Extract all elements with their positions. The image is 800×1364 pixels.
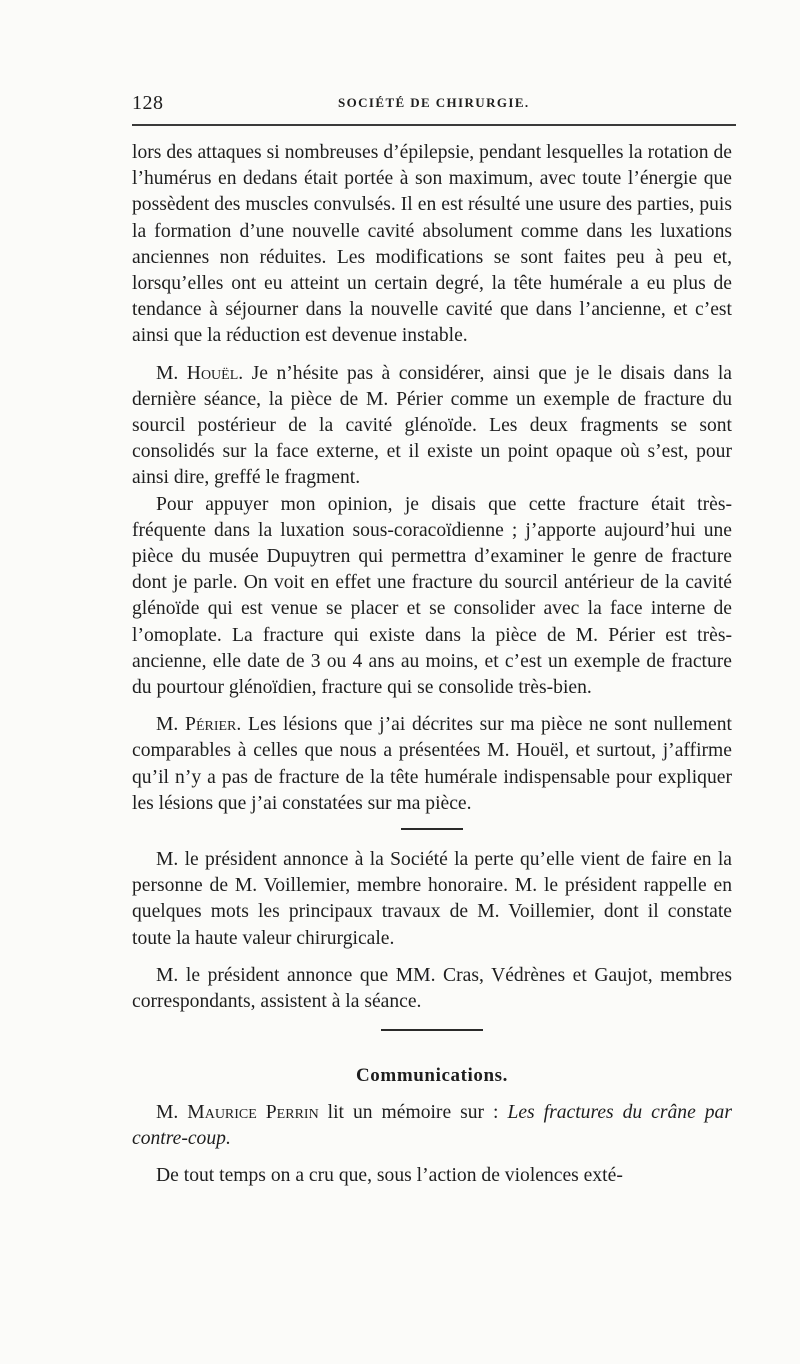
separator-rule-long	[381, 1029, 483, 1031]
paragraph-perrin	[132, 1100, 732, 1152]
paragraph-perier-text: Les lésions que j’ai décrites sur ma pièce ne sont nullement comparables à celles que nous a présentées M. Houël, et surtout, j’affirme qu’il n’y a pas de fracture de la tête humérale indispensable pour expliquer les lésions que j’ai constatées sur ma pièce.	[132, 714, 732, 814]
body-text	[132, 140, 732, 1189]
speaker-houel: M. Houël.	[156, 362, 244, 384]
paragraph-houel-2: Pour appuyer mon opinion, je disais que cette fracture était très-fréquente dans la luxation sous-coracoïdienne ; j’apporte aujourd’hui une pièce du musée Dupuytren qui permettra d’examiner le genre de fracture dont je parle. On voit en effet une fracture du sourcil antérieur de la cavité glénoïde qui est venue se placer et se consolider avec la face interne de l’omoplate. La fracture qui existe dans la pièce de M. Périer est très-ancienne, elle date de 3 ou 4 ans au moins, et c’est un exemple de fracture du pourtour glénoïdien, fracture qui se consolide très-bien.	[132, 493, 732, 699]
paragraph-president-2: M. le président annonce que MM. Cras, Védrènes et Gaujot, membres correspondants, assistent à la séance.	[132, 964, 732, 1013]
paragraph-houel	[132, 361, 732, 492]
speaker-perier: M. Périer.	[156, 714, 242, 736]
page-number: 128	[132, 92, 164, 114]
header-rule	[132, 124, 736, 126]
paragraph-perier	[132, 712, 732, 817]
speaker-perrin: M. Maurice Perrin	[156, 1101, 319, 1123]
paragraph-houel-text: Je n’hésite pas à considérer, ainsi que je le disais dans la dernière séance, la pièce de M. Périer comme un exemple de fracture du sourcil postérieur de la cavité glénoïde. Les deux fragments se sont consolidés sur la face externe, et il existe un point opaque où s’est, pour ainsi dire, greffé le fragment.	[132, 362, 732, 489]
page-header	[132, 92, 732, 114]
separator-rule	[401, 828, 463, 830]
memoir-title: Les fractures du crâne par contre-coup.	[132, 1101, 732, 1149]
running-title: SOCIÉTÉ DE CHIRURGIE.	[338, 95, 530, 110]
section-title: Communications.	[355, 1065, 509, 1087]
paragraph-final: De tout temps on a cru que, sous l’action de violences exté-	[156, 1164, 623, 1186]
paragraph-perrin-text: lit un mémoire sur :	[327, 1101, 499, 1123]
paragraph-president-1: M. le président annonce à la Société la perte qu’elle vient de faire en la personne de M. Voillemier, membre honoraire. M. le président rappelle en quelques mots les principaux travaux de M. Voillemier, dont il constate toute la haute valeur chirurgicale.	[132, 849, 732, 949]
paragraph-continuation: lors des attaques si nombreuses d’épilepsie, pendant lesquelles la rotation de l’humérus en dedans était portée à son maximum, avec toute l’énergie que possèdent des muscles convulsés. Il en est résulté une usure des parties, puis la formation d’une nouvelle cavité absolument comme dans les luxations anciennes non réduites. Les modifications se sont faites peu à peu et, lorsqu’elles ont eu atteint un certain degré, la tête humérale a eu plus de tendance à séjourner dans la nouvelle cavité que dans l’ancienne, et c’est ainsi que la réduction est devenue instable.	[132, 142, 732, 347]
